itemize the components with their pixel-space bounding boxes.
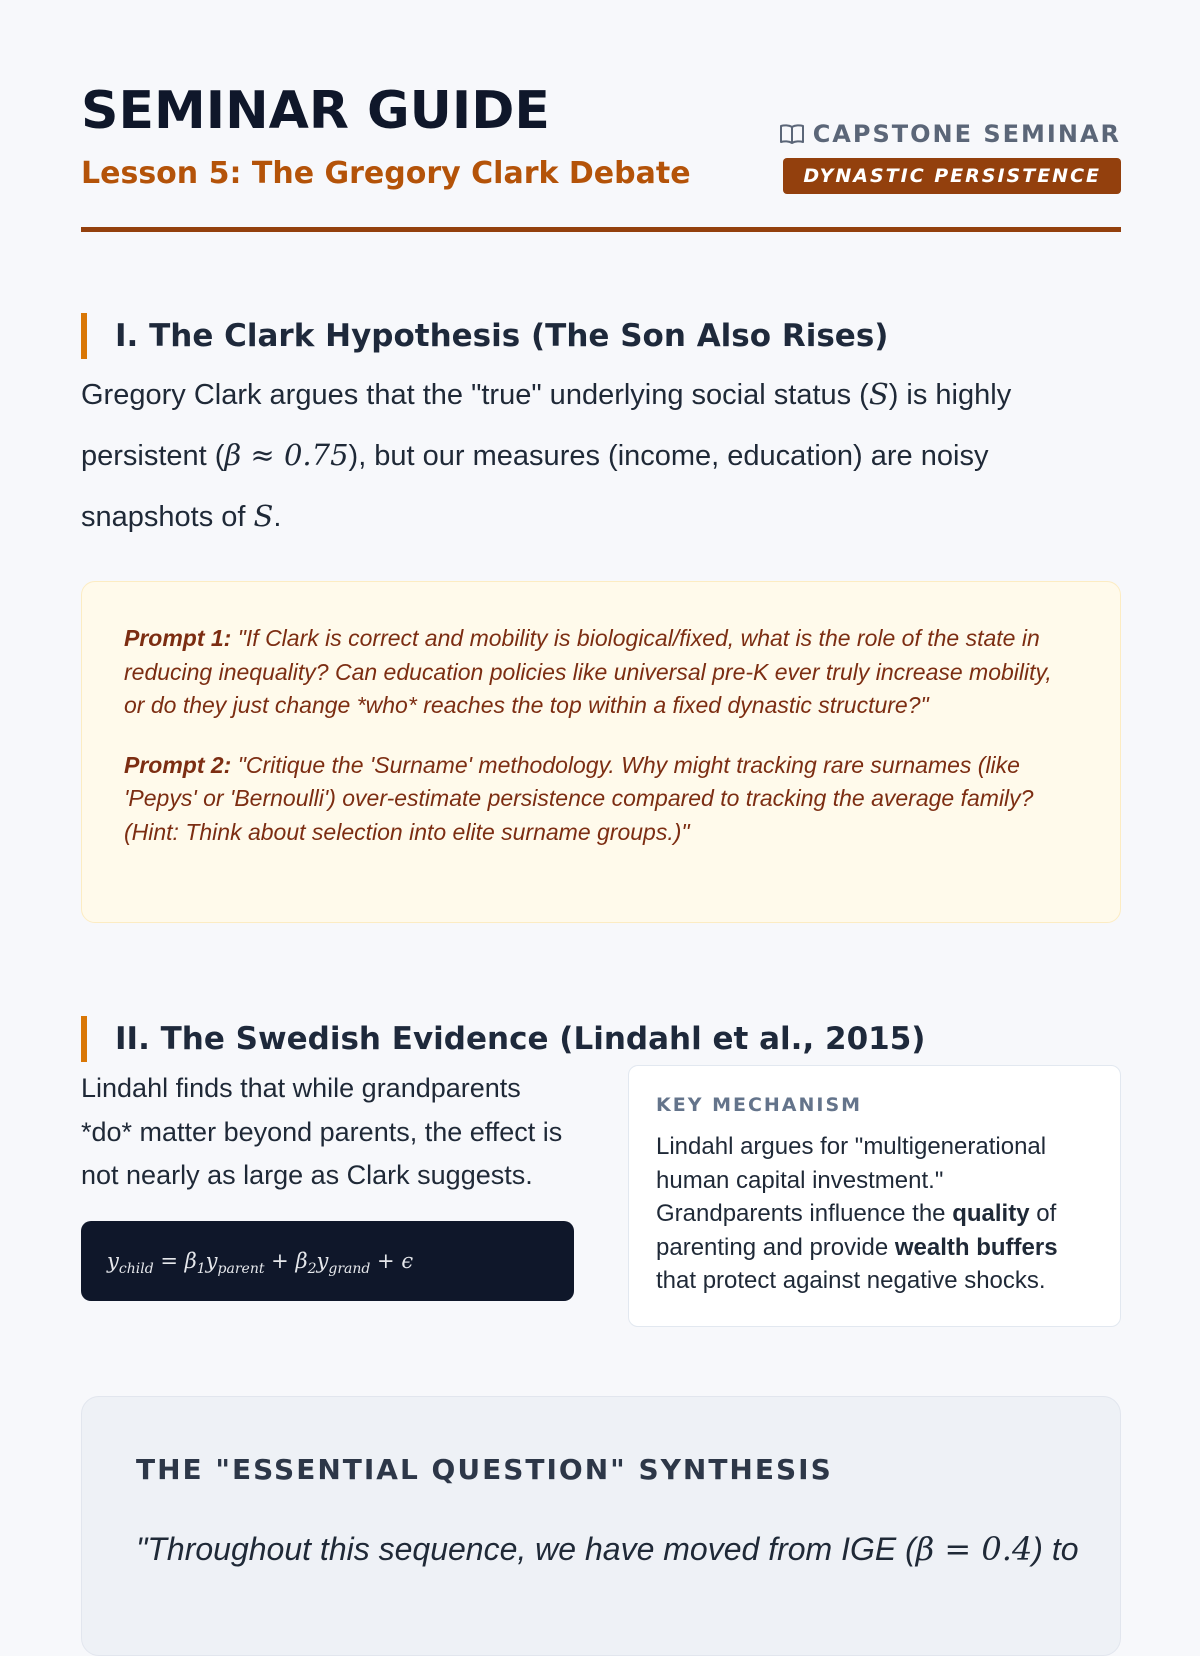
header-divider bbox=[81, 227, 1121, 232]
page-title: SEMINAR GUIDE bbox=[81, 81, 550, 141]
eq-y: y bbox=[107, 1249, 119, 1273]
quote-text-b: ) to bbox=[1032, 1531, 1079, 1567]
intro-text-a: Gregory Clark argues that the "true" underlying social status ( bbox=[81, 379, 869, 411]
eq-y-grand: y bbox=[316, 1249, 329, 1273]
section-2-heading: II. The Swedish Evidence (Lindahl et al., 2015) bbox=[81, 1016, 925, 1062]
intro-beta: β ≈ 0.75 bbox=[224, 438, 349, 472]
seminar-meta bbox=[779, 120, 1121, 194]
card-body bbox=[656, 1130, 1093, 1298]
section-1-intro bbox=[81, 364, 1121, 547]
card-text-c: that protect against negative shocks. bbox=[656, 1267, 1046, 1294]
topic-badge: DYNASTIC PERSISTENCE bbox=[783, 158, 1121, 194]
eq-beta-2: β bbox=[295, 1249, 308, 1273]
intro-symbol-s: S bbox=[868, 377, 889, 411]
synthesis-heading: THE "ESSENTIAL QUESTION" SYNTHESIS bbox=[136, 1453, 833, 1486]
book-icon bbox=[779, 123, 805, 145]
discussion-prompts bbox=[81, 581, 1121, 923]
prompt-text: "Critique the 'Surname' methodology. Why might tracking rare surnames (like 'Pepys' or 'Bernoulli') over-estimate persistence compared to tracking the average family? (Hint: Think about selection into elite surname groups.)" bbox=[124, 751, 1034, 845]
eq-sub-1: 1 bbox=[196, 1261, 206, 1278]
card-text-a: Lindahl argues for "multigenerational human capital investment." Grandparents influence the bbox=[656, 1133, 1047, 1227]
intro-symbol-s-2: S bbox=[253, 499, 274, 533]
capstone-label-text: CAPSTONE SEMINAR bbox=[812, 120, 1121, 148]
card-text-b: of parenting and provide bbox=[656, 1200, 1057, 1261]
card-heading: KEY MECHANISM bbox=[656, 1094, 863, 1116]
eq-epsilon: ϵ bbox=[401, 1249, 414, 1273]
eq-equals: = bbox=[153, 1249, 185, 1273]
quote-math: β = 0.4 bbox=[915, 1530, 1033, 1568]
prompt-item bbox=[124, 749, 1078, 850]
capstone-label bbox=[779, 120, 1121, 148]
quote-text-a: "Throughout this sequence, we have moved from IGE ( bbox=[136, 1531, 916, 1567]
synthesis-quote bbox=[136, 1530, 1079, 1568]
intro-text-c: ), but our measures (income, education) are noisy snapshots of bbox=[81, 440, 989, 533]
synthesis-box bbox=[81, 1396, 1121, 1656]
prompt-text: "If Clark is correct and mobility is biological/fixed, what is the role of the state in reducing inequality? Can education policies like universal pre-K ever truly increase mobility, or do they just change *who* reaches the top within a fixed dynastic structure?" bbox=[124, 625, 1052, 718]
page-header bbox=[81, 80, 1121, 192]
prompt-label: Prompt 2: bbox=[124, 751, 232, 778]
key-mechanism-card bbox=[628, 1065, 1121, 1327]
intro-text-b: ) is highly persistent ( bbox=[81, 379, 1012, 472]
regression-equation bbox=[81, 1221, 574, 1301]
section-1-heading: I. The Clark Hypothesis (The Son Also Rises) bbox=[81, 313, 888, 359]
eq-y-parent: y bbox=[205, 1249, 218, 1273]
eq-sub-2: 2 bbox=[307, 1261, 317, 1278]
prompt-label: Prompt 1: bbox=[124, 625, 232, 651]
card-bold-wealth: wealth buffers bbox=[894, 1233, 1058, 1261]
card-bold-quality: quality bbox=[952, 1200, 1030, 1227]
lesson-subtitle: Lesson 5: The Gregory Clark Debate bbox=[81, 156, 691, 191]
eq-sub-parent: parent bbox=[217, 1261, 265, 1278]
intro-text-d: . bbox=[273, 501, 282, 533]
eq-beta-1: β bbox=[184, 1249, 197, 1273]
eq-sub-child: child bbox=[118, 1261, 154, 1278]
section-2-text: Lindahl finds that while grandparents *do* matter beyond parents, the effect is not nearly as large as Clark suggests. bbox=[81, 1073, 563, 1190]
eq-plus: + bbox=[264, 1249, 296, 1273]
prompt-item bbox=[124, 622, 1078, 723]
eq-plus-2: + bbox=[370, 1249, 402, 1273]
eq-sub-grand: grand bbox=[328, 1261, 371, 1278]
